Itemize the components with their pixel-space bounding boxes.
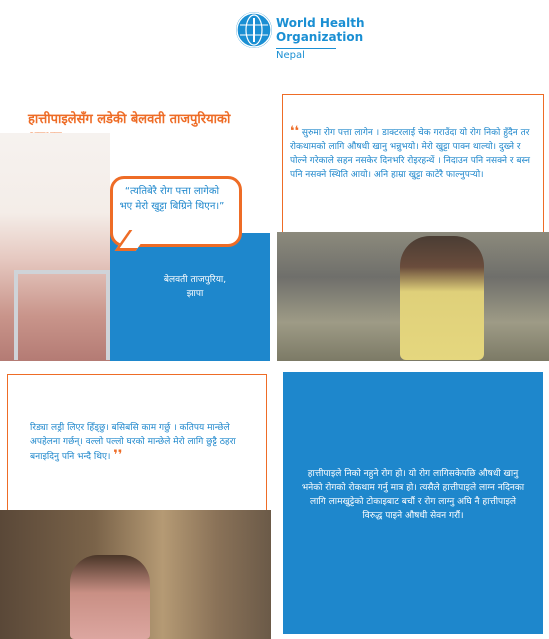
- panel2-quote: सुरुमा रोग पत्ता लागेन । डाक्टरलाई चेक गराउँदा यो रोग निको हुँदैन तर रोकथामको लागि औषधी खानु भन्नुभयो। मेरो खुट्टा पाक्न थाल्यो। दुख्ने र पोल्ने गरेकाले सहन नसकेर दिनभरि रोइरहन्थें । निदाउन पनि नसक्ने र बस्न पनि नसक्ने स्थिति आयो। अनि हाम्रा खुट्टा काटेरै फाल्नुपर्‍यो।: [290, 128, 530, 180]
- who-emblem-icon: [236, 12, 272, 48]
- panel1-attribution: [140, 273, 250, 301]
- close-quote-icon: ❜❜: [113, 448, 123, 463]
- panel3-quote: रिड्या लड्री लिएर हिँड्छु। बसिबसि काम गर्छु । कतिपय मान्छेले अपहेलना गर्छन्। वल्लो पल्लो घरको मान्छेले मेरो लागि छुट्टै ठहरा बनाइदिनु पनि भन्दै थिए।: [30, 423, 236, 462]
- org-name-line2: Organization: [276, 30, 364, 44]
- attribution-name: बेलवती ताजपुरिया,: [163, 275, 227, 285]
- header-divider: [276, 48, 336, 49]
- panel3-quote-block: [30, 421, 256, 464]
- country-label: Nepal: [276, 50, 305, 61]
- panel1-title: हात्तीपाइलेसँग लडेकी बेलवती ताजपुरियाको: [28, 112, 231, 127]
- panel3-person-figure: [70, 555, 150, 639]
- open-quote-icon: ❛❛: [290, 124, 300, 139]
- attribution-place: झापा: [186, 289, 204, 299]
- org-name-line1: World Health: [276, 16, 365, 30]
- panel1-quote: “त्यतिबेरै रोग पत्ता लागेको भए मेरो खुट्टा बिग्रिने थिएन।”: [119, 186, 225, 212]
- panel4-message: हात्तीपाइले निको नहुने रोग हो। यो रोग लागिसकेपछि औषधी खानु भनेको रोगको रोकथाम गर्नु मात्र हो। त्यसैले हात्तीपाइले लाग्न नदिनका लागि लामखुट्टेको टोकाइबाट बचौं र रोग लाग्नु अघि नै हात्तीपाइले विरुद्ध पाइने औषधी सेवन गरौं।: [301, 469, 525, 521]
- walker-frame-graphic: [14, 270, 110, 360]
- org-name: [276, 16, 365, 44]
- panel2-quote-block: [290, 125, 534, 182]
- panel2-person-figure: [400, 236, 484, 360]
